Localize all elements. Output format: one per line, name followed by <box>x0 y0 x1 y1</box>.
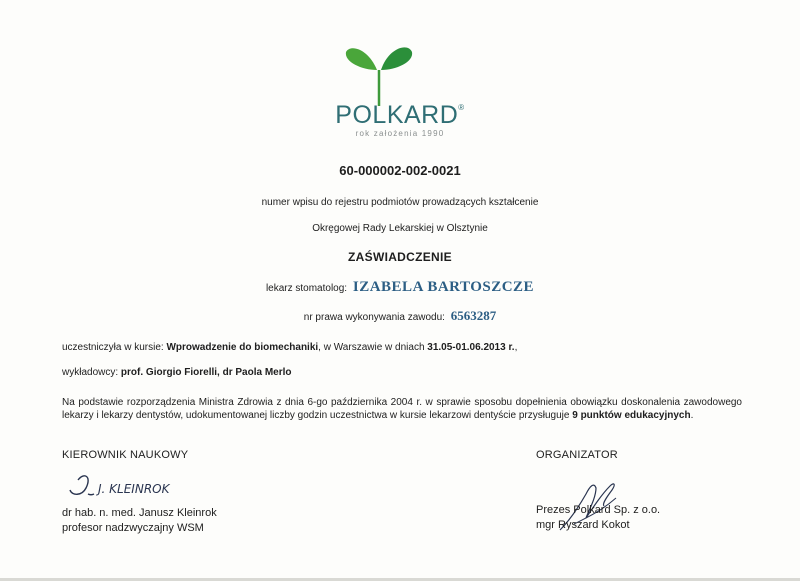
sprout-logo-icon <box>344 40 414 108</box>
registry-number: 60-000002-002-0021 <box>339 163 461 178</box>
legal-text: Na podstawie rozporządzenia Ministra Zdrowia z dnia 6-go października 2004 r. w sprawie sposobu dopełnienia obowiązku doskonalenia zawodowego lekarzy i lekarzy dentystów, udokumentowanej liczby godzin uczestnictwa w kursie lekarzowi dentyście przysługuje <box>62 397 742 421</box>
signature-stroke <box>70 476 88 494</box>
course-suffix: , <box>514 342 518 353</box>
course-row <box>62 342 517 353</box>
leaf-left-icon <box>346 48 377 70</box>
organizer-label: ORGANIZATOR <box>536 449 618 461</box>
brand-tagline: rok założenia 1990 <box>355 129 445 138</box>
course-name: Wprowadzenie do biomechaniki <box>166 342 319 353</box>
recipient-name: IZABELA BARTOSZCZE <box>352 279 535 295</box>
legal-paragraph <box>62 396 742 422</box>
scientific-head-title: profesor nadzwyczajny WSM <box>62 522 204 534</box>
education-points: 9 punktów edukacyjnych <box>572 410 691 421</box>
brand-logo-text <box>300 101 500 130</box>
scientific-head-block <box>62 506 217 536</box>
lecturers-label: wykładowcy: <box>62 367 119 378</box>
recipient-row <box>0 279 800 296</box>
course-location: , w Warszawie w dniach <box>318 342 425 353</box>
scientific-head-name: dr hab. n. med. Janusz Kleinrok <box>62 507 217 519</box>
registered-mark: ® <box>458 103 465 112</box>
brand-name: POLKARD <box>335 101 459 129</box>
organizer-position: Prezes Polkard Sp. z o.o. <box>536 504 661 516</box>
certificate-title: ZAŚWIADCZENIE <box>348 250 452 264</box>
signature-stroke <box>88 494 94 495</box>
organizer-block <box>536 503 660 533</box>
scientific-head-signature <box>64 466 214 506</box>
organizer-name: mgr Ryszard Kokot <box>536 519 630 531</box>
scientific-head-label: KIEROWNIK NAUKOWY <box>62 449 189 461</box>
recipient-label: lekarz stomatolog: <box>265 283 348 294</box>
lecturers-row <box>62 367 292 378</box>
scientific-head-signature-text: J. KLEINROK <box>98 482 170 496</box>
license-number: 6563287 <box>450 308 497 323</box>
course-dates: 31.05-01.06.2013 r. <box>427 342 515 353</box>
registry-line-1: numer wpisu do rejestru podmiotów prowadzących kształcenie <box>261 197 539 208</box>
license-row <box>0 308 800 324</box>
license-label: nr prawa wykonywania zawodu: <box>303 312 445 323</box>
registry-line-2: Okręgowej Rady Lekarskiej w Olsztynie <box>312 223 488 234</box>
course-prefix: uczestniczyła w kursie: <box>62 342 164 353</box>
lecturers-names: prof. Giorgio Fiorelli, dr Paola Merlo <box>120 367 292 378</box>
leaf-right-icon <box>381 47 412 70</box>
legal-text-end: . <box>690 410 694 421</box>
